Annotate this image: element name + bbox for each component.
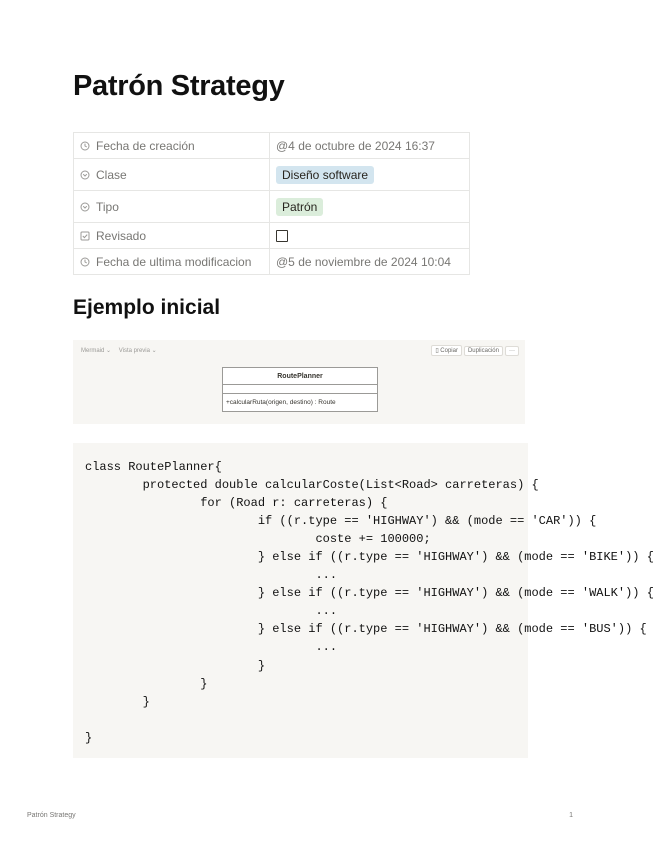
- uml-class-box: [222, 367, 378, 412]
- select-icon: [80, 202, 90, 212]
- property-value[interactable]: [270, 159, 470, 191]
- property-row: [74, 223, 470, 249]
- revisado-checkbox[interactable]: [276, 230, 288, 242]
- clock-icon: [80, 257, 90, 267]
- uml-method: +calcularRuta(origen, destino) : Route: [226, 399, 336, 406]
- diagram-toolbar-right: [429, 345, 519, 356]
- property-name: Fecha de creación: [96, 138, 195, 153]
- property-name: Revisado: [96, 228, 147, 243]
- property-key[interactable]: [74, 223, 270, 249]
- property-row: [74, 249, 470, 275]
- property-key[interactable]: [74, 249, 270, 275]
- checkbox-icon: [80, 231, 90, 241]
- property-key[interactable]: [74, 133, 270, 159]
- uml-class-name: RoutePlanner: [223, 368, 377, 385]
- view-mode-selector[interactable]: Vista previa ⌄: [118, 348, 157, 354]
- clipboard-icon: ▯: [435, 348, 441, 354]
- property-name: Fecha de ultima modificacion: [96, 254, 252, 269]
- select-icon: [80, 170, 90, 180]
- code-content: class RoutePlanner{ protected double calcularCoste(List<Road> carreteras) { for (Road r: carreteras) { if ((r.type == 'HIGHWAY') && (mode == 'CAR')) { coste += 100000; } else if ((r.type == 'HIGHWAY') && (mode == 'BIKE')) { ... } else if ((r.type == 'HIGHWAY') && (mode == 'WALK')) { ... } else if ((r.type == 'HIGHWAY') && (mode == 'BUS')) { ... } } } }: [85, 460, 654, 745]
- property-row: [74, 191, 470, 223]
- date-value: @5 de noviembre de 2024 10:04: [276, 254, 451, 269]
- property-value[interactable]: [270, 191, 470, 223]
- property-key[interactable]: [74, 159, 270, 191]
- property-value[interactable]: [270, 133, 470, 159]
- tag-tipo[interactable]: Patrón: [276, 198, 323, 216]
- page-title: Patrón Strategy: [73, 70, 285, 102]
- more-options-button[interactable]: ···: [505, 346, 519, 356]
- property-name: Tipo: [96, 199, 119, 214]
- copy-label: Copiar: [440, 348, 458, 354]
- uml-method-text: calcularRuta(origen, destino) : Route: [229, 399, 336, 406]
- clock-icon: [80, 141, 90, 151]
- mermaid-diagram-embed: [73, 340, 525, 424]
- code-block[interactable]: [73, 443, 654, 758]
- property-value[interactable]: [270, 249, 470, 275]
- date-value: @4 de octubre de 2024 16:37: [276, 138, 435, 153]
- property-row: [74, 133, 470, 159]
- duplicate-button[interactable]: Duplicación: [464, 346, 503, 356]
- diagram-toolbar-left: [81, 347, 163, 354]
- property-name: Clase: [96, 167, 127, 182]
- property-value[interactable]: [270, 223, 470, 249]
- property-row: [74, 159, 470, 191]
- page-number: 1: [569, 812, 573, 819]
- properties-table: [73, 132, 470, 275]
- section-heading: Ejemplo inicial: [73, 296, 221, 319]
- copy-button[interactable]: [431, 345, 462, 356]
- property-key[interactable]: [74, 191, 270, 223]
- uml-attributes-section: [223, 385, 377, 394]
- tag-clase[interactable]: Diseño software: [276, 166, 374, 184]
- language-selector[interactable]: Mermaid ⌄: [81, 348, 112, 354]
- footer-title: Patrón Strategy: [27, 812, 76, 819]
